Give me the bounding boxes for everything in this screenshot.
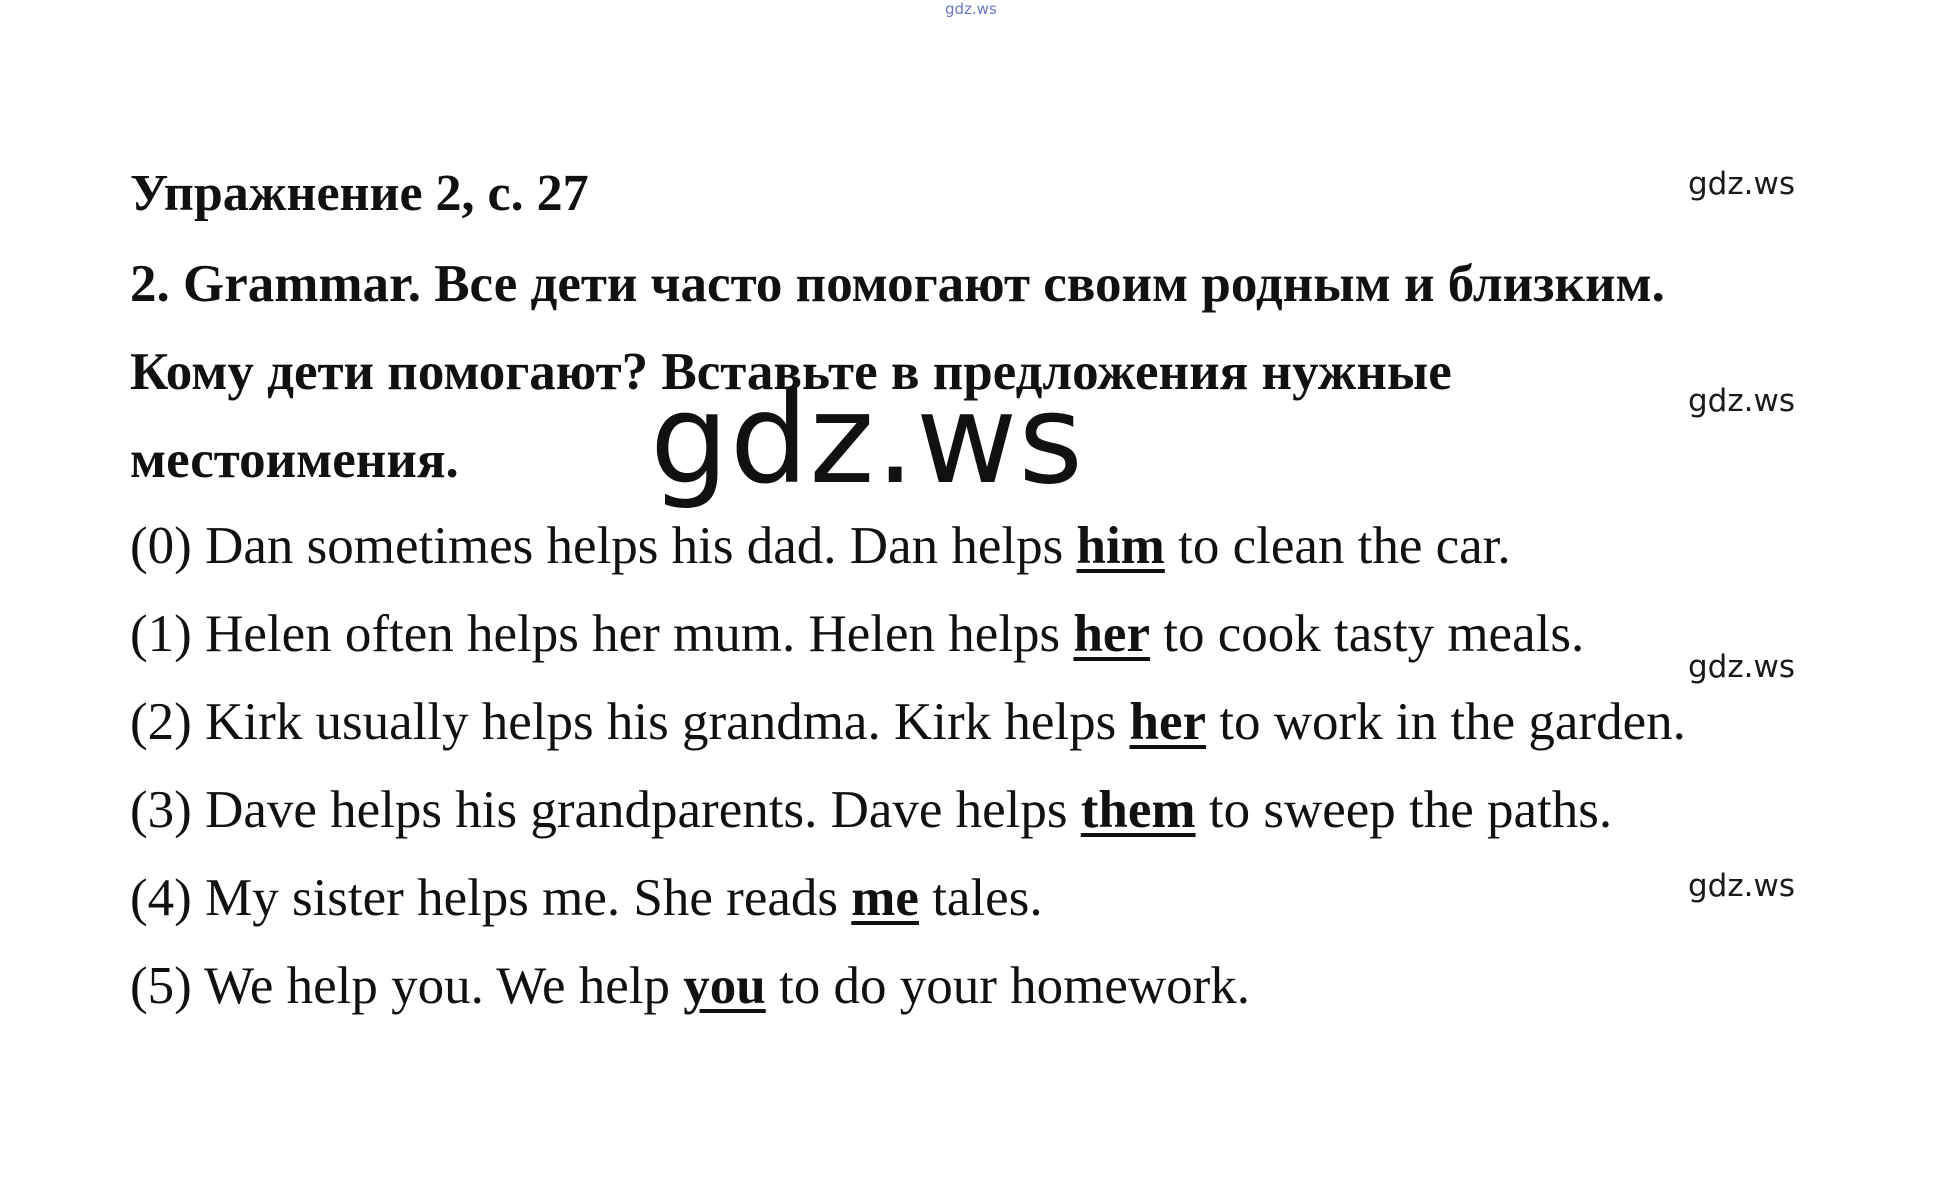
sentence-number: (3) <box>130 781 192 839</box>
watermark-side: gdz.ws <box>1688 868 1795 904</box>
answer-pronoun: you <box>683 957 766 1015</box>
sentence-text: Dave helps his grandparents. Dave helps <box>205 781 1068 839</box>
answer-pronoun: him <box>1076 517 1165 575</box>
sentence-5 <box>130 957 1251 1015</box>
sentence-1 <box>130 605 1585 663</box>
answer-pronoun: her <box>1129 693 1207 751</box>
sentence-text: Helen often helps her mum. Helen helps <box>205 605 1061 663</box>
task-instruction-line: местоимения. <box>130 431 459 489</box>
sentence-text: Dan sometimes helps his dad. Dan helps <box>205 517 1064 575</box>
sentence-text: to sweep the paths. <box>1208 781 1613 839</box>
sentence-4 <box>130 869 1043 927</box>
sentence-text: tales. <box>932 869 1043 927</box>
sentence-text: to clean the car. <box>1178 517 1511 575</box>
watermark-side: gdz.ws <box>1688 166 1795 202</box>
answer-pronoun: me <box>851 869 919 927</box>
sentence-number: (2) <box>130 693 192 751</box>
sentence-text: to do your homework. <box>779 957 1251 1015</box>
sentence-number: (1) <box>130 605 192 663</box>
sentence-text: My sister helps me. She reads <box>205 869 839 927</box>
sentence-2 <box>130 693 1686 751</box>
answer-pronoun: them <box>1080 781 1196 839</box>
watermark-top: gdz.ws <box>945 0 997 18</box>
sentence-0 <box>130 517 1511 575</box>
sentence-number: (0) <box>130 517 192 575</box>
watermark-large: gdz.ws <box>650 368 1084 512</box>
sentence-number: (4) <box>130 869 192 927</box>
sentence-number: (5) <box>130 957 192 1015</box>
watermark-side: gdz.ws <box>1688 383 1795 419</box>
sentence-text: to work in the garden. <box>1219 693 1686 751</box>
sentence-text: to cook tasty meals. <box>1163 605 1585 663</box>
sentence-text: Kirk usually helps his grandma. Kirk helps <box>205 693 1117 751</box>
answer-pronoun: her <box>1073 605 1150 663</box>
task-instruction-line: Кому дети помогают? Вставьте в предложения нужные <box>130 343 1452 401</box>
exercise-title: Упражнение 2, с. 27 <box>130 165 589 222</box>
sentence-text: We help you. We help <box>204 957 671 1015</box>
task-instruction-line: 2. Grammar. Все дети часто помогают своим родным и близким. <box>130 255 1665 313</box>
sentence-3 <box>130 781 1613 839</box>
watermark-side: gdz.ws <box>1688 649 1795 685</box>
